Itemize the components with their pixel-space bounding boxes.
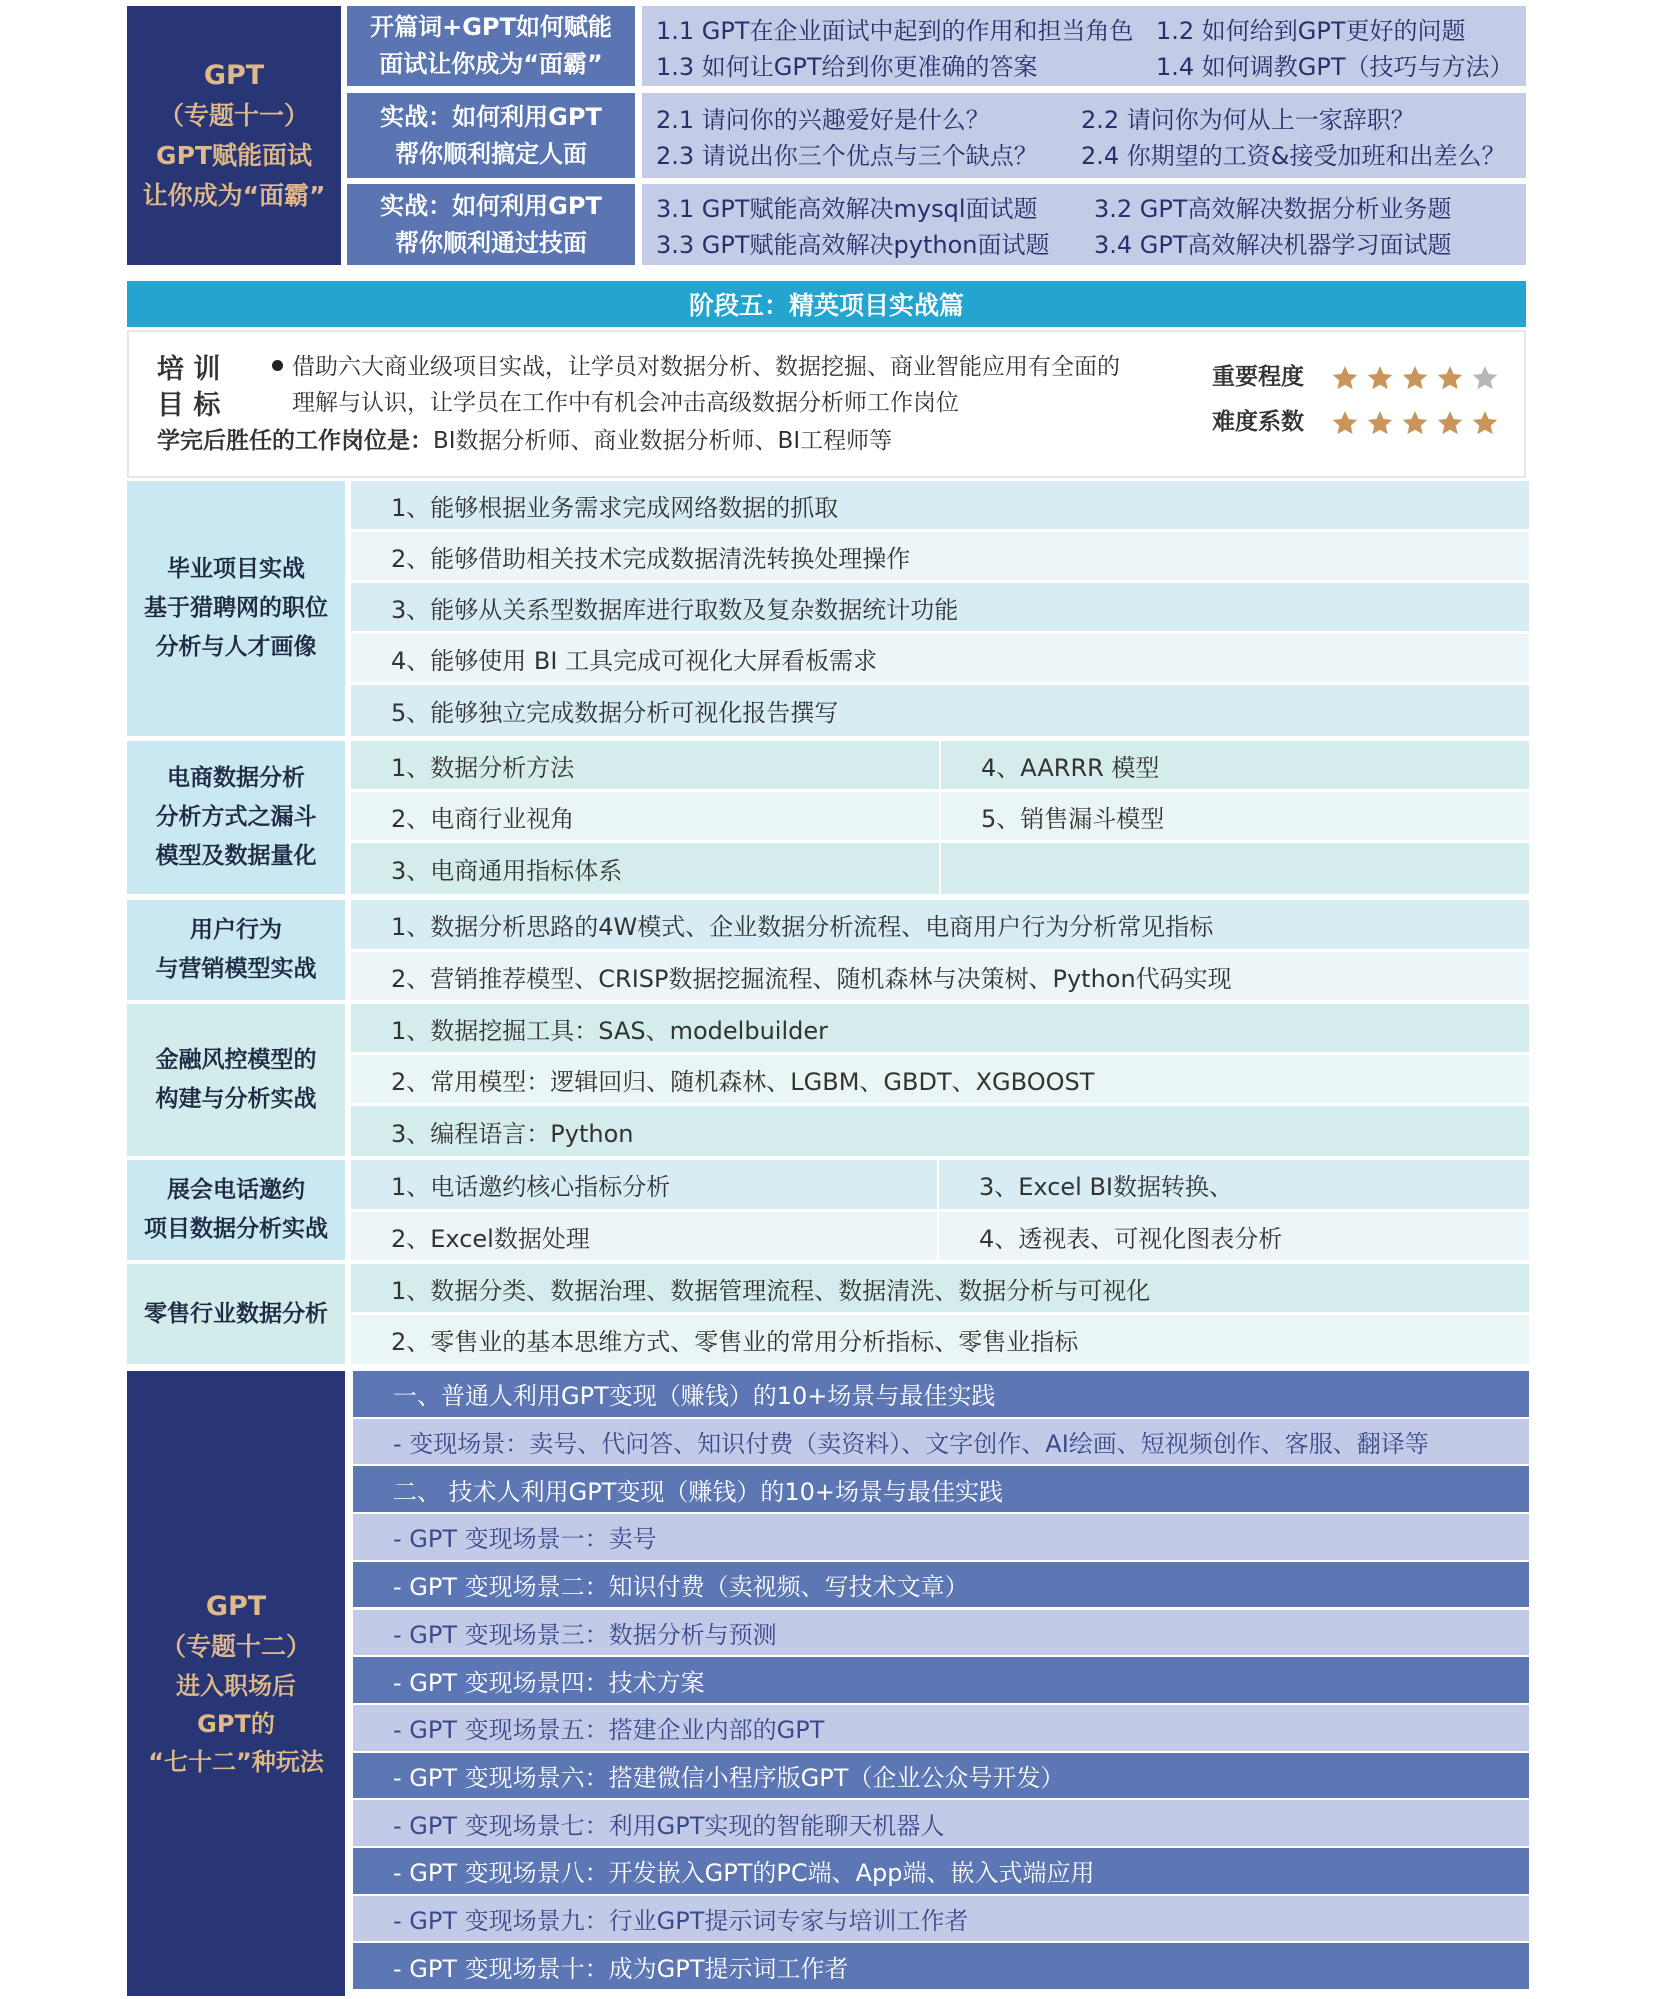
topic12-row: - GPT 变现场景十：成为GPT提示词工作者 xyxy=(353,1943,1529,1989)
topic12-title-line: 进入职场后 xyxy=(176,1671,296,1700)
question-item: 1.3 如何让GPT给到你更准确的答案 xyxy=(656,52,1038,81)
topic11-group-header xyxy=(347,184,635,265)
goal-text-line: 理解与认识，让学员在工作中有机会冲击高级数据分析师工作岗位 xyxy=(292,390,959,416)
topic11-title-line: GPT赋能面试 xyxy=(156,140,312,170)
project-row: 5、能够独立完成数据分析可视化报告撰写 xyxy=(351,685,1529,736)
importance-rating xyxy=(1330,363,1505,393)
difficulty-star-icon xyxy=(1400,408,1430,438)
question-item: 2.4 你期望的工资&接受加班和出差么？ xyxy=(1081,141,1506,170)
project-title-block xyxy=(127,1264,345,1364)
topic12-row: - GPT 变现场景一：卖号 xyxy=(353,1514,1529,1560)
topic11-title-line: 让你成为“面霸” xyxy=(142,180,326,210)
stage5-title: 阶段五：精英项目实战篇 xyxy=(688,291,964,320)
difficulty-star-icon xyxy=(1435,408,1465,438)
project-title-block xyxy=(127,900,345,1000)
question-item: 2.3 请说出你三个优点与三个缺点？ xyxy=(656,141,1038,170)
group-header-line: 帮你顺利搞定人面 xyxy=(395,139,587,168)
question-item: 1.4 如何调教GPT（技巧与方法） xyxy=(1156,52,1514,81)
topic12-title-line: GPT的 xyxy=(197,1709,275,1738)
topic12-row: - GPT 变现场景二：知识付费（卖视频、写技术文章） xyxy=(353,1562,1529,1608)
difficulty-label: 难度系数 xyxy=(1212,409,1304,435)
topic12-row: - GPT 变现场景七：利用GPT实现的智能聊天机器人 xyxy=(353,1800,1529,1846)
stage5-title-bar xyxy=(127,281,1526,327)
difficulty-star-icon xyxy=(1470,408,1500,438)
project-title-line: 用户行为 xyxy=(190,917,282,943)
project-title-line: 构建与分析实战 xyxy=(155,1086,317,1112)
topic12-title-line: GPT xyxy=(205,1590,267,1622)
difficulty-star-icon xyxy=(1330,408,1360,438)
topic11-group-questions xyxy=(642,184,1526,265)
project-title-line: 分析与人才画像 xyxy=(155,634,317,660)
importance-label: 重要程度 xyxy=(1212,364,1304,390)
question-item: 3.3 GPT赋能高效解决python面试题 xyxy=(656,230,1050,259)
jobs-line xyxy=(157,424,892,458)
topic11-title-line: （专题十一） xyxy=(158,100,309,130)
goal-label-line: 目 标 xyxy=(157,390,221,421)
project-row: 2、能够借助相关技术完成数据清洗转换处理操作 xyxy=(351,532,1529,580)
question-item: 1.1 GPT在企业面试中起到的作用和担当角色 xyxy=(656,16,1134,45)
topic11-group-header xyxy=(347,93,635,178)
project-row: 1、数据分析方法 xyxy=(351,741,939,789)
bullet-dot xyxy=(272,360,283,371)
project-title-line: 模型及数据量化 xyxy=(155,843,317,869)
project-row: 2、营销推荐模型、CRISP数据挖掘流程、随机森林与决策树、Python代码实现 xyxy=(351,952,1529,1000)
project-row: 3、Excel BI数据转换、 xyxy=(939,1160,1529,1209)
goal-label xyxy=(157,352,220,424)
project-title-block xyxy=(127,1160,345,1260)
project-row: 1、能够根据业务需求完成网络数据的抓取 xyxy=(351,481,1529,529)
topic12-row: - GPT 变现场景四：技术方案 xyxy=(353,1657,1529,1703)
topic12-section-header: 一、普通人利用GPT变现（赚钱）的10+场景与最佳实践 xyxy=(353,1371,1529,1417)
question-item: 3.1 GPT赋能高效解决mysql面试题 xyxy=(656,194,1038,223)
project-row xyxy=(941,843,1529,894)
project-row: 3、能够从关系型数据库进行取数及复杂数据统计功能 xyxy=(351,583,1529,631)
topic12-row: - GPT 变现场景九：行业GPT提示词专家与培训工作者 xyxy=(353,1896,1529,1942)
project-title-line: 分析方式之漏斗 xyxy=(155,804,317,830)
project-row: 2、零售业的基本思维方式、零售业的常用分析指标、零售业指标 xyxy=(351,1315,1529,1364)
jobs-label: 学完后胜任的工作岗位是： xyxy=(157,428,433,454)
project-title-block xyxy=(127,481,345,736)
project-row: 2、Excel数据处理 xyxy=(351,1212,937,1260)
question-item: 2.2 请问你为何从上一家辞职？ xyxy=(1081,105,1415,134)
importance-star-icon xyxy=(1365,363,1395,393)
project-title-line: 基于猎聘网的职位 xyxy=(144,595,328,621)
project-row: 1、数据分类、数据治理、数据管理流程、数据清洗、数据分析与可视化 xyxy=(351,1264,1529,1312)
project-row: 3、编程语言：Python xyxy=(351,1106,1529,1156)
question-item: 3.4 GPT高效解决机器学习面试题 xyxy=(1094,230,1452,259)
importance-star-icon xyxy=(1470,363,1500,393)
question-item: 1.2 如何给到GPT更好的问题 xyxy=(1156,16,1466,45)
project-row: 3、电商通用指标体系 xyxy=(351,843,939,894)
project-title-line: 毕业项目实战 xyxy=(167,556,305,582)
topic12-row: - GPT 变现场景五：搭建企业内部的GPT xyxy=(353,1705,1529,1751)
topic12-row: - GPT 变现场景八：开发嵌入GPT的PC端、App端、嵌入式端应用 xyxy=(353,1848,1529,1894)
project-title-line: 展会电话邀约 xyxy=(167,1177,305,1203)
group-header-line: 实战：如何利用GPT xyxy=(380,191,602,220)
importance-star-icon xyxy=(1435,363,1465,393)
topic11-group-questions xyxy=(642,6,1526,86)
group-header-line: 面试让你成为“面霸” xyxy=(379,50,603,78)
stage5-goal-box xyxy=(127,330,1526,478)
topic12-row: - 变现场景：卖号、代问答、知识付费（卖资料）、文字创作、AI绘画、短视频创作、客服、翻译等 xyxy=(353,1419,1529,1465)
group-header-line: 实战：如何利用GPT xyxy=(380,102,602,131)
topic11-group-questions xyxy=(642,93,1526,178)
topic12-title-line: （专题十二） xyxy=(160,1631,311,1661)
project-row: 1、数据挖掘工具：SAS、modelbuilder xyxy=(351,1004,1529,1052)
project-row: 4、能够使用 BI 工具完成可视化大屏看板需求 xyxy=(351,634,1529,682)
goal-text-line: 借助六大商业级项目实战，让学员对数据分析、数据挖掘、商业智能应用有全面的 xyxy=(292,354,1120,380)
project-title-line: 与营销模型实战 xyxy=(155,956,317,982)
topic11-group-header xyxy=(347,6,635,86)
project-title-line: 金融风控模型的 xyxy=(155,1047,317,1073)
project-title-line: 项目数据分析实战 xyxy=(144,1216,328,1242)
difficulty-rating xyxy=(1330,408,1505,438)
jobs-value: BI数据分析师、商业数据分析师、BI工程师等 xyxy=(433,428,893,454)
importance-star-icon xyxy=(1330,363,1360,393)
topic12-title-block xyxy=(127,1371,345,1996)
project-title-block xyxy=(127,741,345,894)
question-item: 3.2 GPT高效解决数据分析业务题 xyxy=(1094,194,1452,223)
importance-star-icon xyxy=(1400,363,1430,393)
project-row: 4、AARRR 模型 xyxy=(941,741,1529,789)
project-row: 1、数据分析思路的4W模式、企业数据分析流程、电商用户行为分析常见指标 xyxy=(351,900,1529,949)
group-header-line: 开篇词+GPT如何赋能 xyxy=(370,13,612,41)
group-header-line: 帮你顺利通过技面 xyxy=(395,228,587,257)
topic12-section-header: 二、 技术人利用GPT变现（赚钱）的10+场景与最佳实践 xyxy=(353,1466,1529,1512)
project-title-line: 零售行业数据分析 xyxy=(144,1300,328,1327)
project-row: 5、销售漏斗模型 xyxy=(941,792,1529,840)
topic12-title-line: “七十二”种玩法 xyxy=(148,1747,324,1776)
topic11-title-block xyxy=(127,6,341,265)
goal-label-line: 培 训 xyxy=(157,354,221,385)
project-row: 1、电话邀约核心指标分析 xyxy=(351,1160,937,1209)
topic12-row: - GPT 变现场景三：数据分析与预测 xyxy=(353,1610,1529,1656)
project-title-block xyxy=(127,1004,345,1156)
project-row: 2、常用模型：逻辑回归、随机森林、LGBM、GBDT、XGBOOST xyxy=(351,1055,1529,1103)
project-row: 2、电商行业视角 xyxy=(351,792,939,840)
project-title-line: 电商数据分析 xyxy=(167,765,305,791)
topic12-row: - GPT 变现场景六：搭建微信小程序版GPT（企业公众号开发） xyxy=(353,1753,1529,1799)
project-row: 4、透视表、可视化图表分析 xyxy=(939,1212,1529,1260)
topic11-title-line: GPT xyxy=(203,59,265,91)
difficulty-star-icon xyxy=(1365,408,1395,438)
question-item: 2.1 请问你的兴趣爱好是什么？ xyxy=(656,105,990,134)
